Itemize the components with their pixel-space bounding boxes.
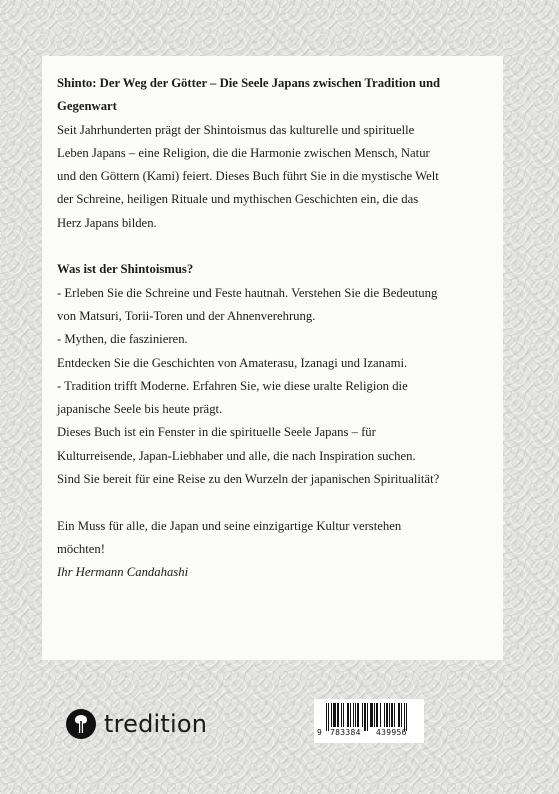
barcode-bar [376, 703, 378, 727]
barcode-digit-first: 9 [317, 728, 323, 737]
barcode-bar [398, 703, 400, 727]
barcode-bar [389, 703, 390, 727]
barcode-bar [347, 703, 349, 727]
intro-line: Herz Japans bilden. [57, 215, 157, 230]
intro-line: und den Göttern (Kami) feiert. Dieses Buch führt Sie in die mystische Welt [57, 169, 439, 184]
section-line: Entdecken Sie die Geschichten von Amaterasu, Izanagi und Izanami. [57, 355, 408, 370]
publisher-name: tredition [104, 710, 208, 738]
barcode-bar [404, 703, 405, 731]
barcode-bar [394, 703, 395, 727]
barcode-bar [380, 703, 381, 727]
book-heading-line1: Shinto: Der Weg der Götter – Die Seele Japans zwischen Tradition und [57, 76, 441, 90]
barcode-bar [326, 703, 327, 731]
barcode-bar [362, 703, 363, 727]
signature: Ihr Hermann Candahashi [57, 565, 189, 580]
barcode-bar [343, 703, 344, 727]
back-cover-text [57, 72, 497, 585]
barcode-bar [331, 703, 332, 727]
section-line: japanische Seele bis heute prägt. [57, 402, 223, 417]
barcode-bar [367, 703, 368, 731]
book-heading-line2: Gegenwart [57, 99, 117, 114]
section-line: von Matsuri, Torii-Toren und der Ahnenverehrung. [57, 308, 316, 323]
section-line: - Mythen, die faszinieren. [57, 332, 188, 347]
section-line: Kulturreisende, Japan-Liebhaber und alle, die nach Inspiration suchen. [57, 448, 416, 463]
barcode-bar [333, 703, 336, 727]
publisher-logo [66, 707, 207, 741]
barcode-bar [401, 703, 402, 727]
isbn-barcode [314, 699, 424, 743]
barcode-bar [386, 703, 388, 727]
section-heading: Was ist der Shintoismus? [57, 262, 194, 277]
barcode-group-left: 783384 [330, 728, 361, 737]
barcode-bar [357, 703, 359, 727]
section-line: - Erleben Sie die Schreine und Feste hautnah. Verstehen Sie die Bedeutung [57, 285, 438, 300]
barcode-bar [337, 703, 339, 727]
intro-line: Leben Japans – eine Religion, die die Harmonie zwischen Mensch, Natur [57, 145, 430, 160]
barcode-bar [350, 703, 351, 727]
intro-line: der Schreine, heiligen Rituale und mythischen Geschichten ein, die das [57, 192, 419, 207]
closing-line: möchten! [57, 541, 105, 556]
intro-line: Seit Jahrhunderten prägt der Shintoismus das kulturelle und spirituelle [57, 122, 415, 137]
closing-line: Ein Muss für alle, die Japan und seine einzigartige Kultur verstehen [57, 518, 402, 533]
barcode-bar [341, 703, 342, 727]
barcode-bar [384, 703, 385, 727]
barcode-bar [391, 703, 393, 727]
section-line: Sind Sie bereit für eine Reise zu den Wurzeln der japanischen Spiritualität? [57, 472, 440, 487]
barcode-bar [355, 703, 356, 727]
section-line: Dieses Buch ist ein Fenster in die spirituelle Seele Japans – für [57, 425, 376, 440]
barcode-group-right: 439956 [376, 728, 407, 737]
section-line: - Tradition trifft Moderne. Erfahren Sie, wie diese uralte Religion die [57, 378, 408, 393]
barcode-bar [353, 703, 354, 727]
barcode-bar [328, 703, 329, 731]
barcode-bar [370, 703, 373, 727]
barcode-bar [406, 703, 407, 731]
tree-icon [66, 709, 96, 739]
barcode-bar [364, 703, 366, 731]
barcode-bar [374, 703, 375, 727]
